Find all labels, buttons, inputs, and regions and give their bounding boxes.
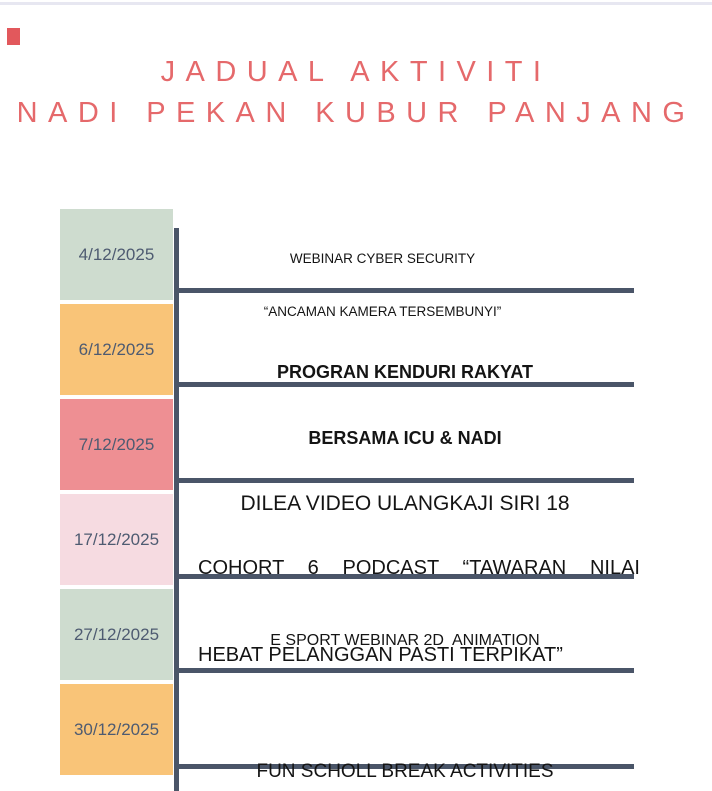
date-box-6 [60, 684, 173, 775]
top-border-rule [0, 2, 712, 5]
date-label: 4/12/2025 [78, 244, 155, 264]
corner-marker [7, 28, 20, 45]
date-label: 17/12/2025 [73, 529, 160, 549]
activity-line: BERSAMA ICU & NADI [308, 428, 502, 448]
page-title [0, 52, 712, 134]
date-box-2 [60, 304, 173, 395]
activity-line: FUN SCHOLL BREAK ACTIVITIES [256, 761, 554, 782]
page-title-line-1: JADUAL AKTIVITI [160, 56, 552, 88]
date-label: 30/12/2025 [73, 719, 160, 739]
date-box-4 [60, 494, 173, 585]
date-box-3 [60, 399, 173, 490]
activity-esport-webinar [180, 593, 630, 688]
date-label: 27/12/2025 [73, 624, 160, 644]
activity-line: E SPORT WEBINAR 2D ANIMATION [270, 632, 540, 649]
activity-line: COHORT 6 PODCAST “TAWARAN NILAI [198, 557, 640, 579]
date-label: 6/12/2025 [78, 339, 155, 359]
activity-line: WEBINAR CYBER SECURITY [289, 251, 476, 266]
activity-fun-school-break [180, 714, 630, 791]
activity-line: PROGRAN KENDURI RAKYAT [276, 362, 534, 382]
activity-line: “ANCAMAN KAMERA TERSEMBUNYI” [263, 303, 502, 319]
page-title-line-2: NADI PEKAN KUBUR PANJANG [16, 97, 696, 129]
activity-line: HEBAT PELANGGAN PASTI TERPIKAT” [198, 644, 563, 666]
activity-line: DILEA VIDEO ULANGKAJI SIRI 18 [240, 492, 570, 515]
date-box-5 [60, 589, 173, 680]
date-label: 7/12/2025 [78, 434, 155, 454]
date-box-1 [60, 209, 173, 300]
timeline-vertical-line [174, 228, 179, 791]
